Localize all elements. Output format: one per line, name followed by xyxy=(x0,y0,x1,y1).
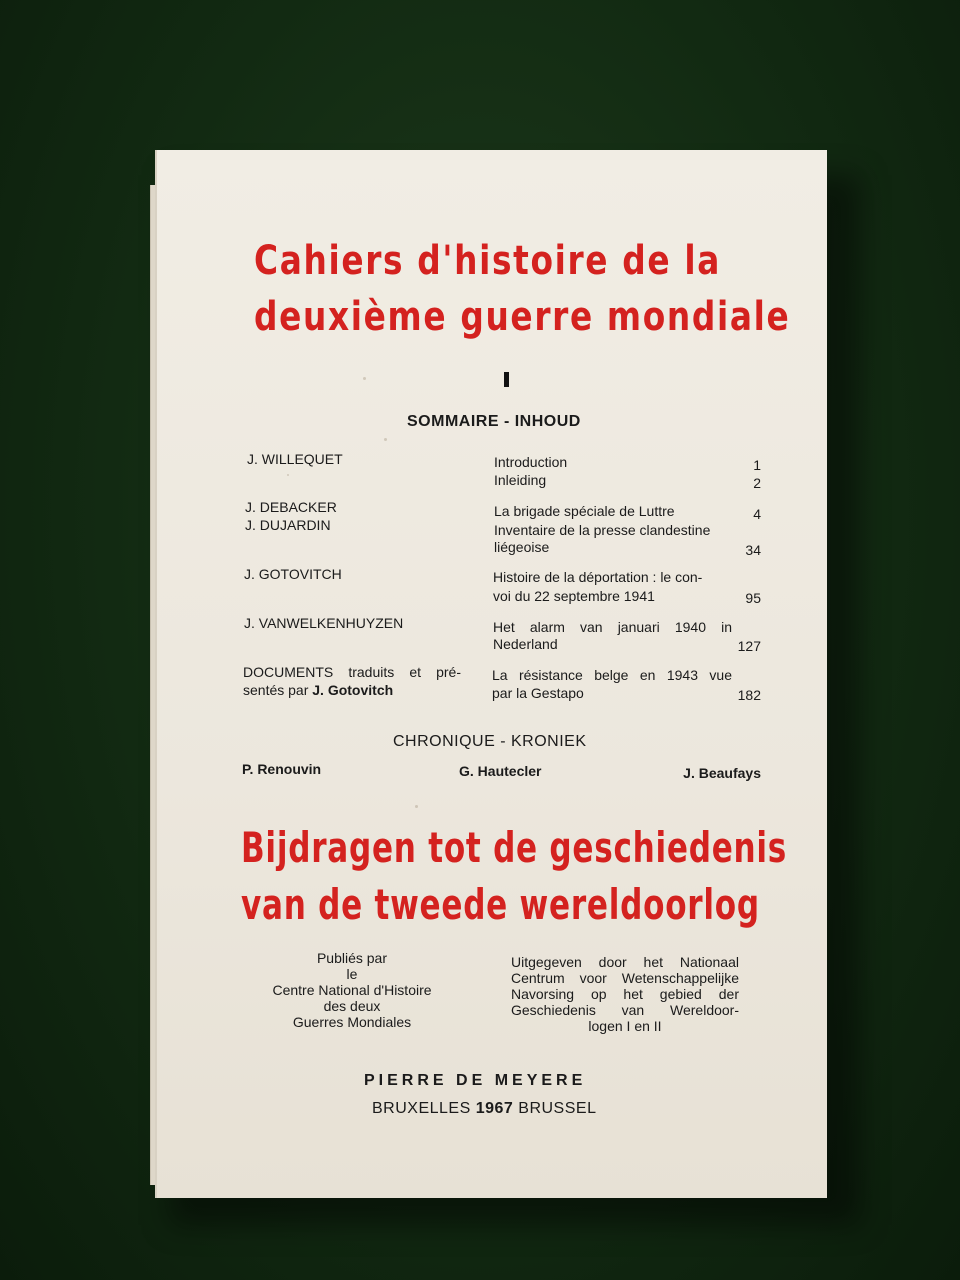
dutch-title-line-2: van de tweede wereldoorlog xyxy=(241,880,760,929)
chronicle-author: G. Hautecler xyxy=(459,763,542,779)
paper-speck xyxy=(384,438,387,441)
published-by-dutch: Uitgegeven door het Nationaal Centrum voor Wetenschappelijke Navorsing op het gebied der Geschiedenis van Wereldoor- logen I en II xyxy=(511,954,739,1034)
entry-title: Het alarm van januari 1940 in xyxy=(493,619,732,635)
author-gotovitch: J. GOTOVITCH xyxy=(244,566,342,582)
entry-page: 1 xyxy=(753,457,761,473)
chronicle-heading: CHRONIQUE - KRONIEK xyxy=(393,733,587,750)
entry-page: 4 xyxy=(753,506,761,522)
paper-speck xyxy=(415,805,418,808)
entry-title: La brigade spéciale de Luttre xyxy=(494,503,675,519)
entry-page: 182 xyxy=(737,687,761,703)
author-willequet: J. WILLEQUET xyxy=(247,451,343,467)
author-vanwelkenhuyzen: J. VANWELKENHUYZEN xyxy=(244,615,404,631)
documents-credit: DOCUMENTS traduits et pré- xyxy=(243,664,461,680)
entry-page: 95 xyxy=(745,590,761,606)
french-title-line-2: deuxième guerre mondiale xyxy=(254,294,791,340)
entry-title: Inleiding xyxy=(494,472,547,488)
author-dujardin: J. DUJARDIN xyxy=(245,517,331,533)
entry-title: Histoire de la déportation : le con- xyxy=(493,569,703,585)
entry-page: 34 xyxy=(745,542,761,558)
french-title-line-1: Cahiers d'histoire de la xyxy=(254,238,721,284)
documents-credit: sentés par J. Gotovitch xyxy=(243,682,394,698)
entry-title: Inventaire de la presse clandestine xyxy=(494,522,711,538)
publisher-name: PIERRE DE MEYERE xyxy=(364,1072,587,1089)
dutch-title-line-1: Bijdragen tot de geschiedenis xyxy=(241,823,788,872)
entry-title: voi du 22 septembre 1941 xyxy=(493,588,655,604)
publication-place-year: BRUXELLES 1967 BRUSSEL xyxy=(372,1100,597,1117)
published-by-french: Publiés par le Centre National d'Histoire des deux Guerres Mondiales xyxy=(272,950,432,1030)
entry-title: La résistance belge en 1943 vue xyxy=(492,667,732,683)
entry-title: Introduction xyxy=(494,454,568,470)
chronicle-author: J. Beaufays xyxy=(683,765,761,781)
paper-speck xyxy=(287,474,289,476)
book-back-cover xyxy=(155,150,827,1198)
entry-title: par la Gestapo xyxy=(492,685,584,701)
entry-title: liégeoise xyxy=(494,539,550,555)
paper-speck xyxy=(363,377,366,380)
entry-title: Nederland xyxy=(493,636,558,652)
author-debacker: J. DEBACKER xyxy=(245,499,337,515)
entry-page: 2 xyxy=(753,475,761,491)
volume-number-mark xyxy=(504,372,509,387)
chronicle-author: P. Renouvin xyxy=(242,761,322,777)
entry-page: 127 xyxy=(737,638,761,654)
contents-heading: SOMMAIRE - INHOUD xyxy=(407,413,581,430)
